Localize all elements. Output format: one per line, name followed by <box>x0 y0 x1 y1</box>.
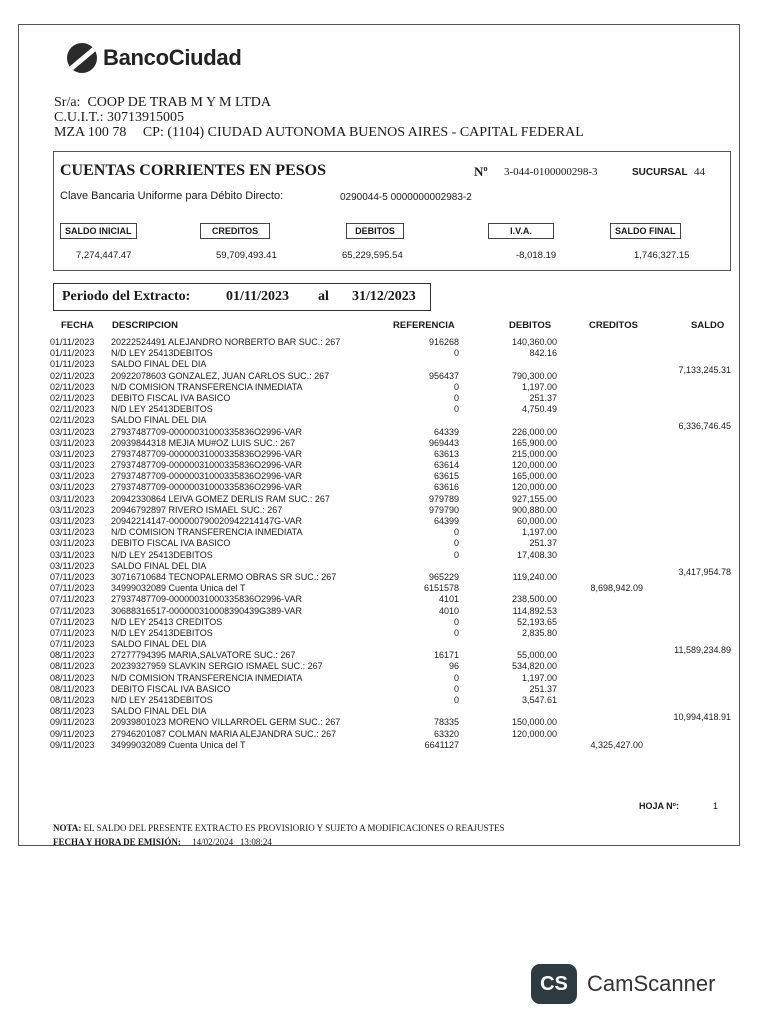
iva-value: -8,018.19 <box>516 250 557 261</box>
row-description: SALDO FINAL DEL DIA <box>111 415 207 426</box>
row-debit: 150,000.00 <box>511 717 557 728</box>
hoja-label: HOJA Nº: <box>639 801 679 811</box>
row-description: SALDO FINAL DEL DIA <box>111 639 207 650</box>
row-description: N/D LEY 25413DEBITOS <box>111 348 213 359</box>
table-row <box>19 650 739 661</box>
bank-logo <box>67 43 242 73</box>
statement-page <box>18 24 740 846</box>
row-debit: 215,000.00 <box>511 448 557 459</box>
row-reference: 63613 <box>433 448 459 459</box>
period-from: 01/11/2023 <box>226 289 290 304</box>
table-row <box>19 606 739 617</box>
row-debit: 238,500.00 <box>511 594 557 605</box>
row-reference: 969443 <box>428 437 459 448</box>
row-debit: 1,197.00 <box>521 381 557 392</box>
row-description: 20942330864 LEIVA GOMEZ DERLIS RAM SUC.: 267 <box>111 493 330 504</box>
table-row <box>19 337 739 348</box>
table-row <box>19 516 739 527</box>
saldo-final-label: SALDO FINAL <box>610 223 681 239</box>
bank-logo-icon <box>67 43 97 73</box>
row-description: SALDO FINAL DEL DIA <box>111 359 207 370</box>
row-description: N/D LEY 25413 CREDITOS <box>111 616 223 627</box>
row-debit: 842.16 <box>529 348 557 359</box>
row-balance: 3,417,954.78 <box>678 566 731 577</box>
row-reference: 0 <box>453 538 459 549</box>
row-reference: 979789 <box>428 493 459 504</box>
row-debit: 120,000.00 <box>511 460 557 471</box>
table-row <box>19 527 739 538</box>
row-date: 07/11/2023 <box>50 594 95 605</box>
table-row <box>19 661 739 672</box>
row-date: 07/11/2023 <box>50 571 95 582</box>
row-description: 27946201087 COLMAN MARIA ALEJANDRA SUC.: 267 <box>111 728 337 739</box>
account-title: CUENTAS CORRIENTES EN PESOS <box>60 162 326 179</box>
row-description: 34999032089 Cuenta Unica del T <box>111 739 246 750</box>
row-date: 09/11/2023 <box>50 728 95 739</box>
table-row <box>19 505 739 516</box>
row-description: 27937487709-00000031000335836O2996-VAR <box>111 471 303 482</box>
debitos-value: 65,229,595.54 <box>342 250 403 261</box>
row-debit: 3,547.61 <box>521 695 557 705</box>
nota-text: EL SALDO DEL PRESENTE EXTRACTO ES PROVISIORIO Y SUJETO A MODIFICACIONES O REAJUSTES <box>83 823 505 833</box>
row-reference: 916268 <box>428 337 459 347</box>
transactions-table <box>19 337 739 751</box>
table-row <box>19 617 739 628</box>
period-label: Periodo del Extracto: <box>62 289 191 304</box>
table-row <box>19 628 739 639</box>
row-debit: 52,193.65 <box>516 616 557 627</box>
row-debit: 120,000.00 <box>511 482 557 493</box>
camscanner-watermark <box>531 964 715 1004</box>
row-description: 30716710684 TECNOPALERMO OBRAS SR SUC.: 267 <box>111 571 337 582</box>
row-debit: 120,000.00 <box>511 728 557 739</box>
creditos-label: CREDITOS <box>200 223 270 239</box>
row-debit: 165,900.00 <box>511 437 557 448</box>
table-row <box>19 594 739 605</box>
row-date: 02/11/2023 <box>50 370 95 381</box>
row-date: 03/11/2023 <box>50 549 95 560</box>
bank-name: BancoCiudad <box>103 45 242 70</box>
row-description: DEBITO FISCAL IVA BASICO <box>111 392 231 403</box>
row-date: 02/11/2023 <box>50 404 95 415</box>
row-description: SALDO FINAL DEL DIA <box>111 560 207 571</box>
row-date: 01/11/2023 <box>50 359 95 370</box>
row-description: 27937487709-00000031000335836O2996-VAR <box>111 594 303 605</box>
row-reference: 0 <box>453 549 459 560</box>
row-date: 03/11/2023 <box>50 538 95 549</box>
row-reference: 956437 <box>428 370 459 381</box>
row-description: 20942214147-000000790020942214147G-VAR <box>111 516 303 526</box>
row-debit: 119,240.00 <box>512 571 557 582</box>
row-reference: 0 <box>453 627 459 638</box>
row-reference: 965229 <box>428 571 459 582</box>
row-date: 03/11/2023 <box>50 471 95 482</box>
camscanner-name: CamScanner <box>587 971 716 996</box>
row-description: 27937487709-00000031000335836O2996-VAR <box>111 482 303 493</box>
row-debit: 17,408.30 <box>516 549 557 560</box>
row-date: 02/11/2023 <box>50 392 95 403</box>
row-reference: 979790 <box>428 504 459 515</box>
table-row <box>19 673 739 684</box>
row-reference: 16171 <box>433 650 459 661</box>
row-reference: 0 <box>453 348 459 359</box>
row-balance: 10,994,418.91 <box>673 712 731 723</box>
row-description: N/D COMISION TRANSFERENCIA INMEDIATA <box>111 527 303 538</box>
cbu-value: 0290044-5 0000000002983-2 <box>340 192 472 203</box>
emision-date: 14/02/2024 <box>192 837 234 847</box>
row-date: 08/11/2023 <box>50 650 95 661</box>
table-row <box>19 460 739 471</box>
table-row <box>19 740 739 751</box>
row-date: 03/11/2023 <box>50 460 95 471</box>
debitos-label: DEBITOS <box>346 223 404 239</box>
row-debit: 60,000.00 <box>516 516 557 526</box>
row-debit: 1,197.00 <box>521 527 557 538</box>
iva-label: I.V.A. <box>488 223 554 239</box>
row-description: DEBITO FISCAL IVA BASICO <box>111 538 231 549</box>
saldo-inicial-value: 7,274,447.47 <box>76 250 132 261</box>
table-row <box>19 393 739 404</box>
nota-label: NOTA: <box>53 823 82 833</box>
row-date: 09/11/2023 <box>50 739 95 750</box>
period-box <box>53 283 431 311</box>
row-description: N/D COMISION TRANSFERENCIA INMEDIATA <box>111 381 303 392</box>
row-date: 07/11/2023 <box>50 627 95 638</box>
row-date: 01/11/2023 <box>50 348 95 359</box>
period-to: 31/12/2023 <box>352 289 416 304</box>
row-reference: 0 <box>453 695 459 705</box>
table-row <box>19 427 739 438</box>
table-row <box>19 583 739 594</box>
row-debit: 927,155.00 <box>511 493 557 504</box>
row-credit: 8,698,942.09 <box>590 583 643 594</box>
cbu-label: Clave Bancaria Uniforme para Débito Directo: <box>60 190 284 202</box>
account-number-label: Nº <box>474 164 488 179</box>
row-description: 27937487709-00000031000335836O2996-VAR <box>111 448 303 459</box>
row-debit: 900,880.00 <box>511 504 557 515</box>
sucursal-value: 44 <box>694 166 705 178</box>
row-description: 34999032089 Cuenta Unica del T <box>111 583 246 594</box>
emision-time: 13:08:24 <box>239 837 272 847</box>
row-date: 02/11/2023 <box>50 415 95 426</box>
row-reference: 63616 <box>433 482 459 493</box>
account-number: 3-044-0100000298-3 <box>504 166 598 178</box>
col-creditos: CREDITOS <box>589 320 638 331</box>
row-date: 09/11/2023 <box>50 717 95 728</box>
row-reference: 63615 <box>433 471 459 482</box>
row-description: N/D LEY 25413DEBITOS <box>111 404 213 415</box>
row-description: DEBITO FISCAL IVA BASICO <box>111 683 231 694</box>
row-description: 20939801023 MORENO VILLARROEL GERM SUC.: 267 <box>111 717 341 728</box>
table-row <box>19 471 739 482</box>
row-description: 27277794395 MARIA,SALVATORE SUC.: 267 <box>111 650 296 661</box>
row-date: 07/11/2023 <box>50 639 95 650</box>
client-cuit: 30713915005 <box>107 110 185 125</box>
row-debit: 114,892.53 <box>512 605 557 616</box>
table-row <box>19 717 739 728</box>
row-description: N/D COMISION TRANSFERENCIA INMEDIATA <box>111 672 303 683</box>
row-date: 03/11/2023 <box>50 560 95 571</box>
table-row <box>19 449 739 460</box>
row-date: 08/11/2023 <box>50 695 95 705</box>
table-row <box>19 684 739 695</box>
table-row <box>19 729 739 740</box>
row-description: 20239327959 SLAVKIN SERGIO ISMAEL SUC.: 267 <box>111 661 323 672</box>
row-reference: 6641127 <box>424 739 459 750</box>
row-date: 08/11/2023 <box>50 706 95 717</box>
table-row <box>19 572 739 583</box>
table-row <box>19 348 739 359</box>
row-date: 03/11/2023 <box>50 493 95 504</box>
row-debit: 251.37 <box>529 392 557 403</box>
table-row <box>19 482 739 493</box>
row-debit: 55,000.00 <box>516 650 557 661</box>
client-cuit-label: C.U.I.T.: <box>54 110 104 125</box>
col-saldo: SALDO <box>691 320 725 331</box>
col-descripcion: DESCRIPCION <box>112 320 178 331</box>
row-debit: 251.37 <box>529 683 557 694</box>
row-reference: 64399 <box>433 516 459 526</box>
row-debit: 226,000.00 <box>511 426 557 437</box>
row-date: 08/11/2023 <box>50 683 95 694</box>
table-row <box>19 550 739 561</box>
camscanner-icon: CS <box>531 964 577 1004</box>
row-reference: 4101 <box>438 594 459 605</box>
row-description: N/D LEY 25413DEBITOS <box>111 549 213 560</box>
row-debit: 1,197.00 <box>521 672 557 683</box>
row-date: 03/11/2023 <box>50 516 95 526</box>
row-date: 03/11/2023 <box>50 448 95 459</box>
client-sra-label: Sr/a: <box>54 95 81 110</box>
row-reference: 96 <box>448 661 459 672</box>
row-description: 20939844318 MEJIA MU#OZ LUIS SUC.: 267 <box>111 437 296 448</box>
table-row <box>19 371 739 382</box>
client-cp: CP: (1104) CIUDAD AUTONOMA BUENOS AIRES - CAPITAL FEDERAL <box>142 125 584 140</box>
row-description: 20946792897 RIVERO ISMAEL SUC.: 267 <box>111 504 283 515</box>
row-reference: 0 <box>453 527 459 538</box>
row-date: 07/11/2023 <box>50 583 95 594</box>
row-balance: 7,133,245.31 <box>678 365 731 376</box>
row-description: N/D LEY 25413DEBITOS <box>111 695 213 705</box>
row-date: 01/11/2023 <box>50 337 95 347</box>
row-reference: 63320 <box>433 728 459 739</box>
row-description: 20922078603 GONZALEZ, JUAN CARLOS SUC.: 267 <box>111 370 330 381</box>
row-description: SALDO FINAL DEL DIA <box>111 706 207 717</box>
row-reference: 6151578 <box>423 583 459 594</box>
client-address: MZA 100 78 <box>54 125 127 140</box>
row-date: 07/11/2023 <box>50 605 95 616</box>
row-debit: 165,000.00 <box>511 471 557 482</box>
table-row <box>19 494 739 505</box>
row-debit: 2,835.80 <box>521 627 557 638</box>
row-reference: 78335 <box>433 717 459 728</box>
saldo-final-value: 1,746,327.15 <box>634 250 690 261</box>
row-date: 07/11/2023 <box>50 616 95 627</box>
col-referencia: REFERENCIA <box>393 320 455 331</box>
row-date: 03/11/2023 <box>50 527 95 538</box>
table-row <box>19 695 739 706</box>
row-reference: 0 <box>453 381 459 392</box>
sucursal-label: SUCURSAL <box>632 167 688 178</box>
row-reference: 0 <box>453 672 459 683</box>
col-debitos: DEBITOS <box>509 320 552 331</box>
row-reference: 0 <box>453 392 459 403</box>
row-debit: 140,360.00 <box>511 337 557 347</box>
footer <box>53 823 504 847</box>
col-fecha: FECHA <box>61 320 94 331</box>
row-balance: 6,336,746.45 <box>678 421 731 432</box>
row-date: 03/11/2023 <box>50 437 95 448</box>
row-balance: 11,589,234.89 <box>674 645 731 656</box>
row-date: 02/11/2023 <box>50 381 95 392</box>
table-row <box>19 404 739 415</box>
row-date: 03/11/2023 <box>50 482 95 493</box>
hoja-value: 1 <box>713 801 719 811</box>
row-date: 03/11/2023 <box>50 426 95 437</box>
row-description: 27937487709-00000031000335836O2996-VAR <box>111 426 303 437</box>
row-debit: 534,820.00 <box>511 661 557 672</box>
table-row <box>19 438 739 449</box>
row-date: 08/11/2023 <box>50 672 95 683</box>
period-sep: al <box>318 289 329 304</box>
row-reference: 63614 <box>433 460 459 471</box>
row-reference: 0 <box>453 404 459 415</box>
row-reference: 4010 <box>438 605 459 616</box>
row-date: 08/11/2023 <box>50 661 95 672</box>
row-description: 30688316517-000000310008390439G389-VAR <box>111 605 303 616</box>
table-row <box>19 382 739 393</box>
saldo-inicial-label: SALDO INICIAL <box>60 223 137 239</box>
row-reference: 64339 <box>433 426 459 437</box>
row-date: 03/11/2023 <box>50 504 95 515</box>
row-reference: 0 <box>453 683 459 694</box>
creditos-value: 59,709,493.41 <box>216 250 277 261</box>
row-debit: 251.37 <box>529 538 557 549</box>
row-debit: 4,750.49 <box>521 404 557 415</box>
row-reference: 0 <box>453 616 459 627</box>
client-name: COOP DE TRAB M Y M LTDA <box>87 95 272 110</box>
row-debit: 790,300.00 <box>511 370 557 381</box>
table-row <box>19 538 739 549</box>
emision-label: FECHA Y HORA DE EMISIÓN: <box>53 837 181 847</box>
row-description: 27937487709-00000031000335836O2996-VAR <box>111 460 303 471</box>
row-description: 20222524491 ALEJANDRO NORBERTO BAR SUC.: 267 <box>111 337 341 347</box>
row-description: N/D LEY 25413DEBITOS <box>111 627 213 638</box>
client-info <box>54 95 590 140</box>
row-credit: 4,325,427.00 <box>590 739 643 750</box>
account-box <box>53 151 731 271</box>
